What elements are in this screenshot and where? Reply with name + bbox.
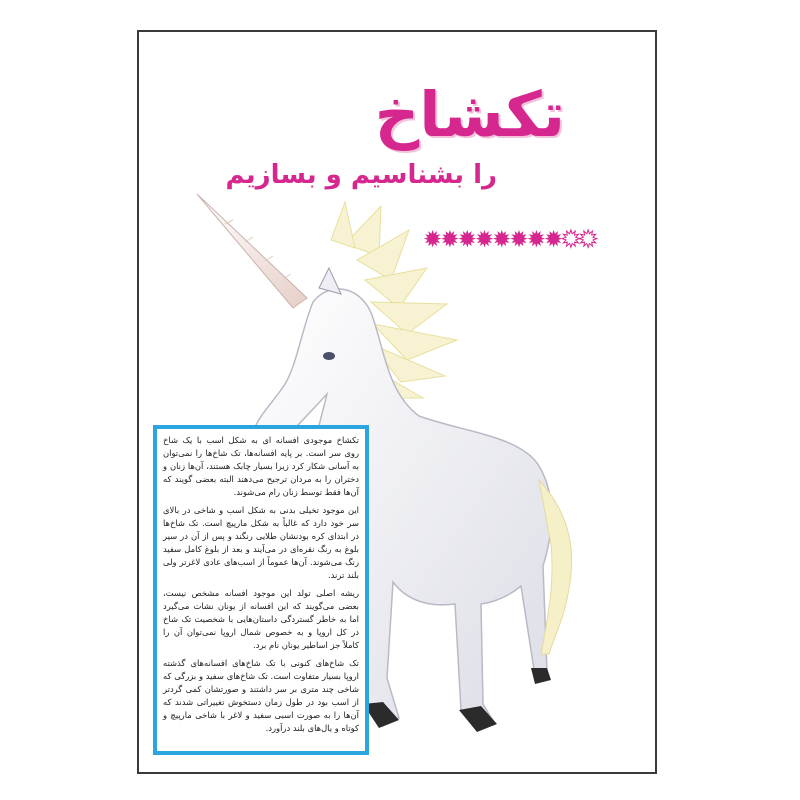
star-filled-icon: ✹: [474, 227, 493, 253]
paragraph-appearance: این موجود تخیلی بدنی به شکل اسب و شاخی در بالای سر خود دارد که غالباً به شکل مارپیچ است. تک شاخ‌ها در ابتدای کره بودنشان طلایی رنگند و پس از آن در سیر بلوغ به رنگ نقره‌ای در می‌آیند و بعد از بلوغ کامل سفید رنگ می‌شوند. آن‌ها عموماً از اسب‌های عادی لاغرتر ولی بلند ترند.: [163, 505, 359, 581]
star-empty-icon: ✹: [561, 227, 579, 253]
paragraph-intro: تکشاخ موجودی افسانه ای به شکل اسب با یک شاخ روی سر است. بر پایه افسانه‌ها، تک شاخ‌ها را نمی‌توان به آسانی شکار کرد زیرا بسیار چابک هستند، آن‌ها زنان و دختران را به مردان ترجیح می‌دهند البته بعضی گویند که آن‌ها فقط توسط زنان رام می‌شوند.: [163, 435, 359, 498]
page-frame: [137, 30, 657, 774]
star-filled-icon: ✹: [423, 227, 441, 253]
star-filled-icon: ✹: [440, 227, 458, 253]
paragraph-modern: تک شاخ‌های کنونی با تک شاخ‌های افسانه‌های گذشته اروپا بسیار متفاوت است. تک شاخ‌های سفید و بزرگی که شاخی چند متری بر سر داشتند و صورتشان کمی گردتر از اسب بود در طول زمان دستخوش تغییراتی شدند که آن‌ها را به صورت اسبی سفید و لاغر با شاخی مارپیچ و کوتاه و یال‌های بلند درآورد.: [163, 658, 359, 734]
star-empty-icon: ✹: [578, 227, 596, 253]
page-title: تکشاخ: [374, 78, 565, 151]
star-filled-icon: ✹: [526, 227, 544, 253]
star-filled-icon: ✹: [457, 227, 475, 253]
paragraph-origin: ریشه اصلی تولد این موجود افسانه مشخص نیست، بعضی می‌گویند که این افسانه از یونان نشات می‌گیرد اما به خاطر گستردگی داستان‌هایی با شخصیت تک شاخ در کل اروپا و به خصوص شمال اروپا نمی‌توان آن را کاملاً جز اساطیر یونان نام برد.: [163, 588, 359, 651]
star-filled-icon: ✹: [543, 227, 562, 253]
star-filled-icon: ✹: [492, 227, 510, 253]
description-box: [153, 425, 369, 755]
star-filled-icon: ✹: [509, 227, 527, 253]
difficulty-rating: [423, 229, 596, 252]
page-subtitle: را بشناسیم و بسازیم: [225, 160, 497, 190]
